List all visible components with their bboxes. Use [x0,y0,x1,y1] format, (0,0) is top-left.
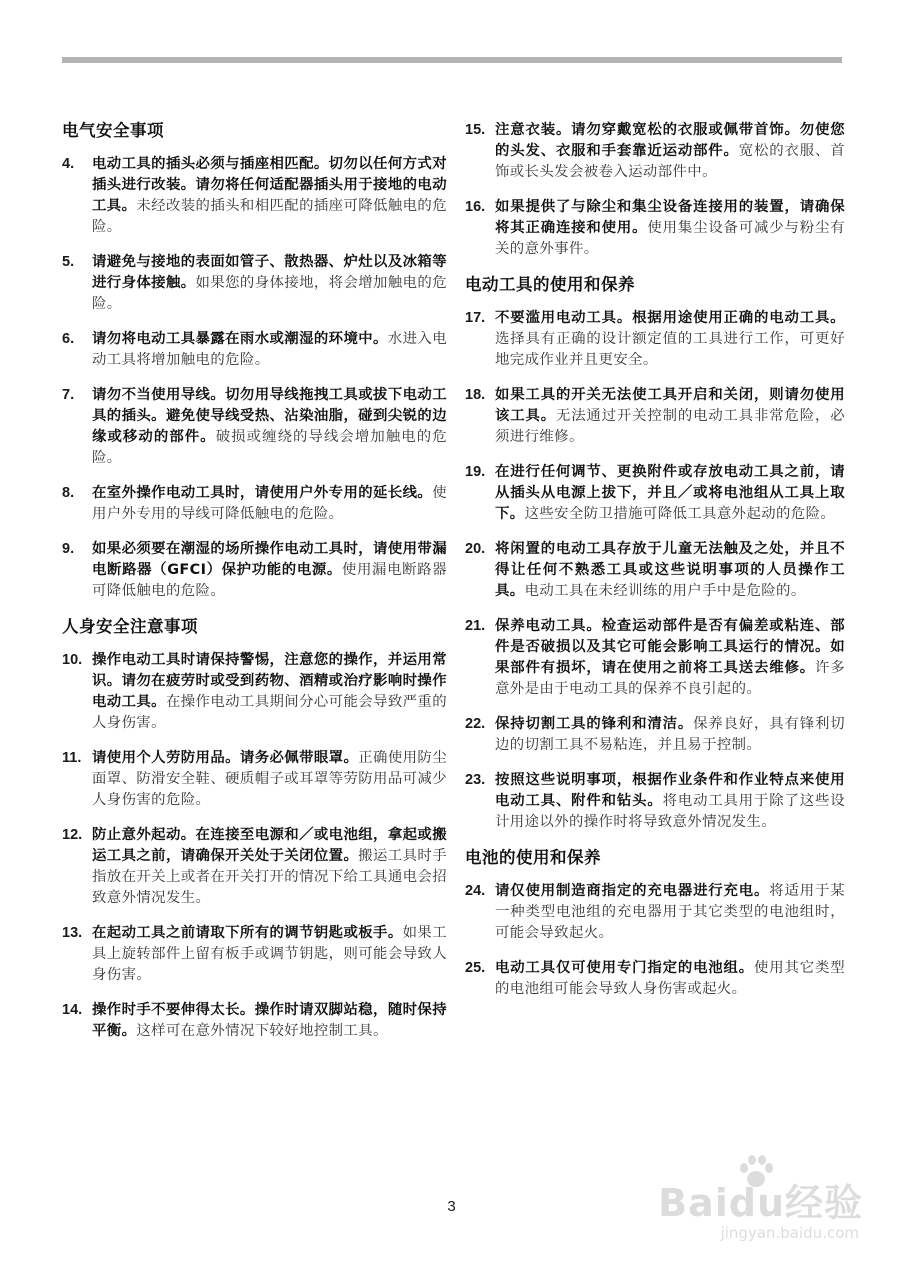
section-title: 电池的使用和保养 [465,848,601,867]
item-bold-text: 电动工具的插头必须与插座相匹配。切勿以任何方式对插头进行改装。请勿将任何适配器插头用于接地的电动工具。 [92,156,447,214]
item-normal-text: 如果您的身体接地，将会增加触电的危险。 [92,275,447,312]
item-number: 7. [62,387,75,403]
item-normal-text: 在操作电动工具期间分心可能会导致严重的人身伤害。 [92,694,447,731]
list-item [62,483,447,525]
item-normal-text: 搬运工具时手指放在开关上或者在开关打开的情况下给工具通电会招致意外情况发生。 [92,848,447,906]
item-bold-text: 在起动工具之前请取下所有的调节钥匙或板手。 [92,925,403,941]
item-normal-text: 未经改装的插头和相匹配的插座可降低触电的危险。 [92,198,447,235]
item-text [92,252,447,315]
item-number: 4. [62,156,75,172]
item-normal-text: 使用漏电断路器可降低触电的危险。 [92,562,447,599]
section-title: 电气安全事项 [62,121,164,140]
item-bold-text: 将闲置的电动工具存放于儿童无法触及之处，并且不得让任何不熟悉工具或这些说明事项的人员操作工具。 [495,541,845,599]
item-normal-text: 水进入电动工具将增加触电的危险。 [92,331,447,368]
item-text [92,825,447,909]
item-text [495,881,845,944]
item-bold-text: 在进行任何调节、更换附件或存放电动工具之前，请从插头从电源上拔下，并且／或将电池组从工具上取下。 [495,464,845,522]
item-bold-text: 请使用个人劳防用品。请务必佩带眼罩。 [92,750,359,766]
item-number: 20. [465,541,486,557]
item-number: 5. [62,254,75,270]
item-number: 16. [465,199,486,215]
item-number: 22. [465,716,486,732]
item-normal-text: 电动工具在未经训练的用户手中是危险的。 [524,583,806,599]
item-normal-text: 正确使用防尘面罩、防滑安全鞋、硬质帽子或耳罩等劳防用品可减少人身伤害的危险。 [92,750,447,808]
list-item [62,329,447,371]
list-item [62,825,447,909]
item-bold-text: 请仅使用制造商指定的充电器进行充电。 [495,883,770,899]
section-title: 电动工具的使用和保养 [465,275,635,294]
section-title: 人身安全注意事项 [62,617,198,636]
item-number: 12. [62,827,83,843]
item-normal-text: 破损或缠绕的导线会增加触电的危险。 [92,429,447,466]
list-item [62,923,447,986]
page-number: 3 [447,1198,456,1215]
item-normal-text: 保养良好，具有锋利切边的切割工具不易粘连，并且易于控制。 [495,716,845,753]
item-text [495,120,845,183]
item-bold-text: 请勿不当使用导线。切勿用导线拖拽工具或拔下电动工具的插头。避免使导线受热、沾染油脂，碰到尖锐的边缘或移动的部件。 [92,387,447,445]
list-item [62,1000,447,1042]
item-text [92,650,447,734]
item-number: 14. [62,1002,83,1018]
item-number: 24. [465,883,486,899]
item-bold-text: 操作时手不要伸得太长。操作时请双脚站稳，随时保持平衡。 [92,1002,447,1039]
item-number: 15. [465,122,486,138]
item-number: 17. [465,310,486,326]
list-item [465,197,845,260]
list-item [62,539,447,602]
item-text [495,308,845,371]
list-item [465,308,845,371]
item-normal-text: 无法通过开关控制的电动工具非常危险，必须进行维修。 [495,408,845,445]
list-item [465,714,845,756]
item-text [92,1000,447,1042]
list-item [465,120,845,183]
item-normal-text: 使用户外专用的导线可降低触电的危险。 [92,485,447,522]
item-number: 18. [465,387,486,403]
item-text [495,958,845,1000]
item-number: 9. [62,541,75,557]
item-number: 25. [465,960,486,976]
item-bold-text: 如果工具的开关无法使工具开启和关闭，则请勿使用该工具。 [495,387,845,424]
list-item [465,539,845,602]
item-normal-text: 使用其它类型的电池组可能会导致人身伤害或起火。 [495,960,845,997]
item-bold-text: 请勿将电动工具暴露在雨水或潮湿的环境中。 [92,331,388,347]
item-text [92,748,447,811]
item-text [495,616,845,700]
item-bold-text: 电动工具仅可使用专门指定的电池组。 [495,960,755,976]
item-normal-text: 将电动工具用于除了这些设计用途以外的操作时将导致意外情况发生。 [495,793,845,830]
item-bold-text: 保持切割工具的锋利和清洁。 [495,716,694,732]
list-item [465,770,845,833]
item-text [495,462,845,525]
list-item [465,616,845,700]
item-normal-text: 如果工具上旋转部件上留有板手或调节钥匙，则可能会导致人身伤害。 [92,925,447,983]
item-text [495,197,845,260]
item-bold-text: 如果提供了与除尘和集尘设备连接用的装置，请确保将其正确连接和使用。 [495,199,845,236]
left-column [62,120,447,1056]
item-number: 10. [62,652,83,668]
item-bold-text: 不要滥用电动工具。根据用途使用正确的电动工具。 [495,310,845,326]
item-number: 19. [465,464,486,480]
item-bold-text: 按照这些说明事项，根据作业条件和作业特点来使用电动工具、附件和钻头。 [495,772,845,809]
list-item [62,650,447,734]
list-item [465,385,845,448]
list-item [62,154,447,238]
item-text [495,770,845,833]
item-bold-text: 如果必须要在潮湿的场所操作电动工具时，请使用带漏电断路器（GFCI）保护功能的电源。 [92,541,447,578]
baidu-watermark [648,1152,863,1262]
item-bold-text: 操作电动工具时请保持警惕，注意您的操作，并运用常识。请勿在疲劳时或受到药物、酒精或治疗影响时操作电动工具。 [92,652,447,710]
item-normal-text: 使用集尘设备可减少与粉尘有关的意外事件。 [495,220,845,257]
list-item [62,385,447,469]
item-number: 11. [62,750,82,766]
item-text [495,714,845,756]
right-column [465,120,845,1014]
top-rule [62,57,842,63]
item-normal-text: 选择具有正确的设计额定值的工具进行工作，可更好地完成作业并且更安全。 [495,331,845,368]
item-number: 13. [62,925,83,941]
item-normal-text: 许多意外是由于电动工具的保养不良引起的。 [495,660,845,697]
item-number: 23. [465,772,486,788]
item-bold-text: 注意衣装。请勿穿戴宽松的衣服或佩带首饰。勿使您的头发、衣服和手套靠近运动部件。 [495,122,845,159]
item-normal-text: 宽松的衣服、首饰或长头发会被卷入运动部件中。 [495,143,845,180]
item-text [92,329,447,371]
item-text [92,923,447,986]
item-bold-text: 防止意外起动。在连接至电源和／或电池组，拿起或搬运工具之前，请确保开关处于关闭位置。 [92,827,447,864]
item-bold-text: 在室外操作电动工具时，请使用户外专用的延长线。 [92,485,433,501]
item-bold-text: 保养电动工具。检查运动部件是否有偏差或粘连、部件是否破损以及其它可能会影响工具运行的情况。如果部件有损坏，请在使用之前将工具送去维修。 [495,618,845,676]
item-normal-text: 这样可在意外情况下较好地控制工具。 [136,1023,388,1039]
item-number: 6. [62,331,75,347]
watermark-logo: Baidu经验 [658,1181,863,1225]
item-text [92,483,447,525]
list-item [465,462,845,525]
item-text [495,385,845,448]
watermark-url: jingyan.baidu.com [720,1224,859,1242]
item-normal-text: 将适用于某一种类型电池组的充电器用于其它类型的电池组时，可能会导致起火。 [495,883,845,941]
item-number: 21. [465,618,486,634]
item-number: 8. [62,485,75,501]
item-text [92,154,447,238]
item-text [92,539,447,602]
list-item [465,958,845,1000]
item-bold-text: 请避免与接地的表面如管子、散热器、炉灶以及冰箱等进行身体接触。 [92,254,447,291]
list-item [465,881,845,944]
list-item [62,748,447,811]
item-text [495,539,845,602]
item-normal-text: 这些安全防卫措施可降低工具意外起动的危险。 [524,506,836,522]
item-text [92,385,447,469]
list-item [62,252,447,315]
